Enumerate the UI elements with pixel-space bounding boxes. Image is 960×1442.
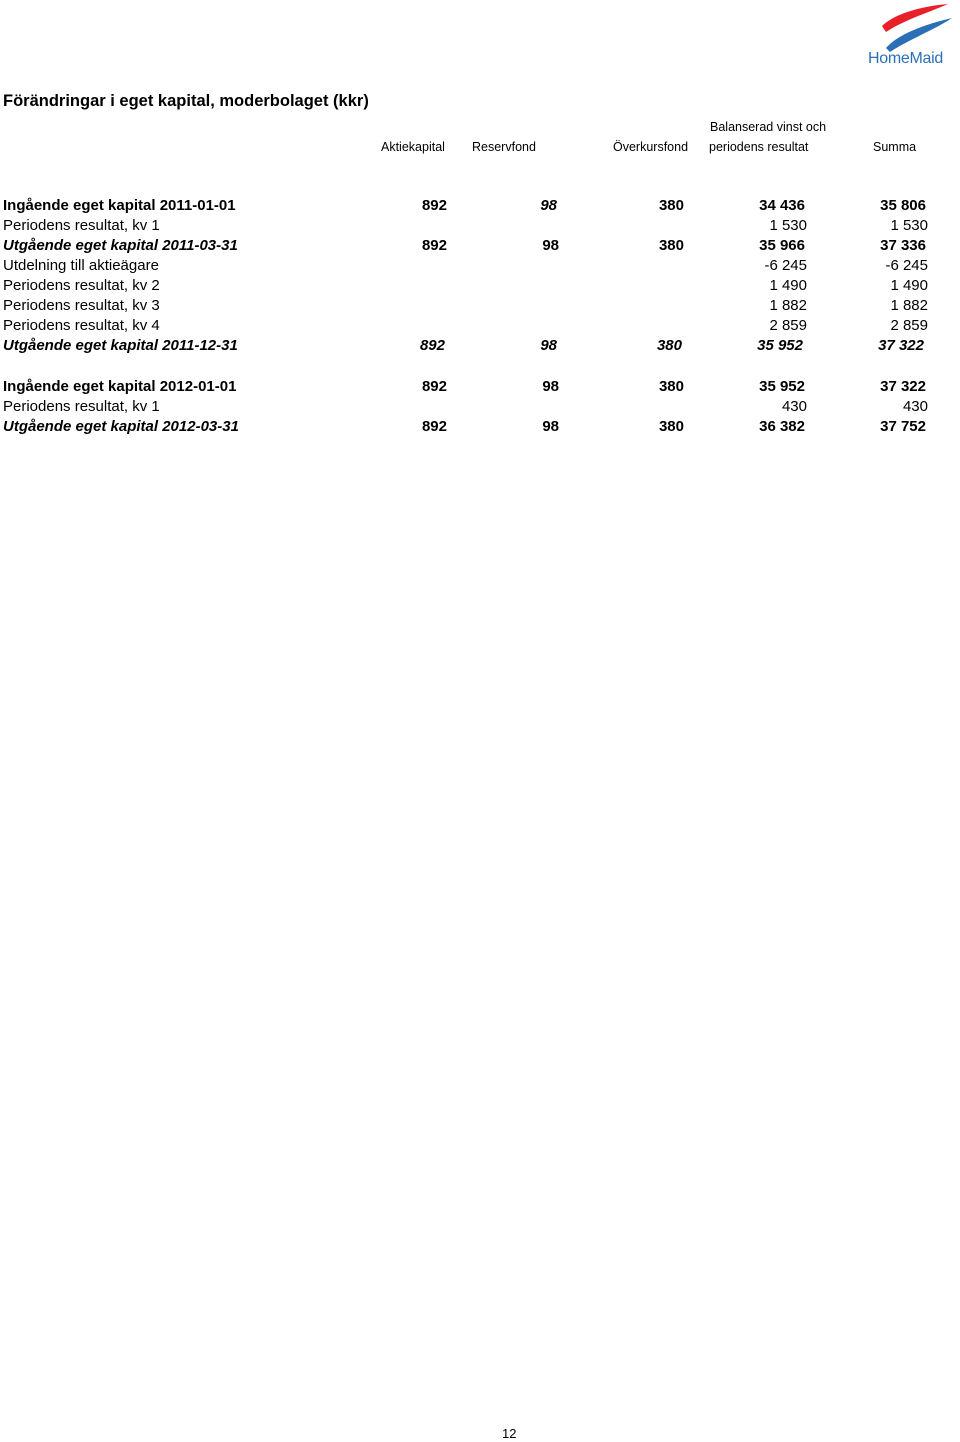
table-row [0, 197, 960, 217]
cell-summa: 1 882 [890, 297, 928, 314]
cell-aktiekapital: 892 [421, 418, 447, 435]
cell-balanserad: 35 966 [759, 237, 805, 254]
cell-overkursfond: 380 [658, 197, 684, 214]
cell-summa: 37 322 [878, 337, 924, 354]
cell-balanserad: 1 530 [769, 217, 807, 234]
cell-balanserad: 34 436 [759, 197, 805, 214]
cell-summa: 2 859 [890, 317, 928, 334]
row-label: Periodens resultat, kv 2 [3, 277, 160, 294]
table-row [0, 378, 960, 398]
col-header-aktiekapital: Aktiekapital [381, 140, 445, 154]
cell-balanserad: 36 382 [759, 418, 805, 435]
cell-aktiekapital: 892 [421, 378, 447, 395]
col-header-reservfond: Reservfond [472, 140, 536, 154]
cell-balanserad: 1 882 [769, 297, 807, 314]
cell-summa: 37 752 [880, 418, 926, 435]
cell-summa: -6 245 [885, 257, 928, 274]
row-label: Periodens resultat, kv 1 [3, 217, 160, 234]
cell-balanserad: 430 [781, 398, 807, 415]
cell-balanserad: 35 952 [757, 337, 803, 354]
row-label: Utgående eget kapital 2011-03-31 [3, 237, 238, 254]
col-header-overkursfond: Överkursfond [613, 140, 689, 154]
cell-balanserad: 1 490 [769, 277, 807, 294]
cell-overkursfond: 380 [658, 418, 684, 435]
table-row [0, 217, 960, 237]
table-row [0, 317, 960, 337]
row-label: Periodens resultat, kv 4 [3, 317, 160, 334]
col-header-summa: Summa [873, 140, 917, 154]
cell-reservfond: 98 [540, 337, 557, 354]
homemaid-logo [866, 0, 956, 72]
page-title: Förändringar i eget kapital, moderbolaget (kkr) [3, 92, 369, 110]
row-label: Periodens resultat, kv 1 [3, 398, 160, 415]
cell-reservfond: 98 [540, 197, 557, 214]
row-label: Utgående eget kapital 2012-03-31 [3, 418, 239, 435]
cell-summa: 1 530 [890, 217, 928, 234]
cell-reservfond: 98 [542, 237, 559, 254]
row-label: Periodens resultat, kv 3 [3, 297, 160, 314]
cell-summa: 430 [902, 398, 928, 415]
table-row [0, 297, 960, 317]
homemaid-swoosh-icon [874, 2, 954, 54]
row-label: Ingående eget kapital 2011-01-01 [3, 197, 236, 214]
col-header-balanserad-line2: periodens resultat [709, 140, 809, 154]
row-label: Ingående eget kapital 2012-01-01 [3, 378, 237, 395]
row-label: Utgående eget kapital 2011-12-31 [3, 337, 238, 354]
cell-overkursfond: 380 [658, 378, 684, 395]
cell-summa: 37 322 [880, 378, 926, 395]
cell-balanserad: 35 952 [759, 378, 805, 395]
cell-reservfond: 98 [542, 378, 559, 395]
cell-aktiekapital: 892 [421, 197, 447, 214]
table-row [0, 237, 960, 257]
cell-reservfond: 98 [542, 418, 559, 435]
cell-balanserad: -6 245 [764, 257, 807, 274]
table-row [0, 277, 960, 297]
cell-summa: 35 806 [880, 197, 926, 214]
table-row [0, 418, 960, 438]
table-row [0, 398, 960, 418]
logo-wordmark: HomeMaid [868, 50, 943, 67]
cell-aktiekapital: 892 [419, 337, 445, 354]
cell-overkursfond: 380 [658, 237, 684, 254]
col-header-balanserad-line1: Balanserad vinst och [710, 120, 827, 134]
cell-summa: 1 490 [890, 277, 928, 294]
cell-summa: 37 336 [880, 237, 926, 254]
row-label: Utdelning till aktieägare [3, 257, 159, 274]
page-number: 12 [502, 1426, 517, 1441]
cell-overkursfond: 380 [656, 337, 682, 354]
table-row [0, 337, 960, 357]
table-row [0, 257, 960, 277]
cell-balanserad: 2 859 [769, 317, 807, 334]
cell-aktiekapital: 892 [421, 237, 447, 254]
